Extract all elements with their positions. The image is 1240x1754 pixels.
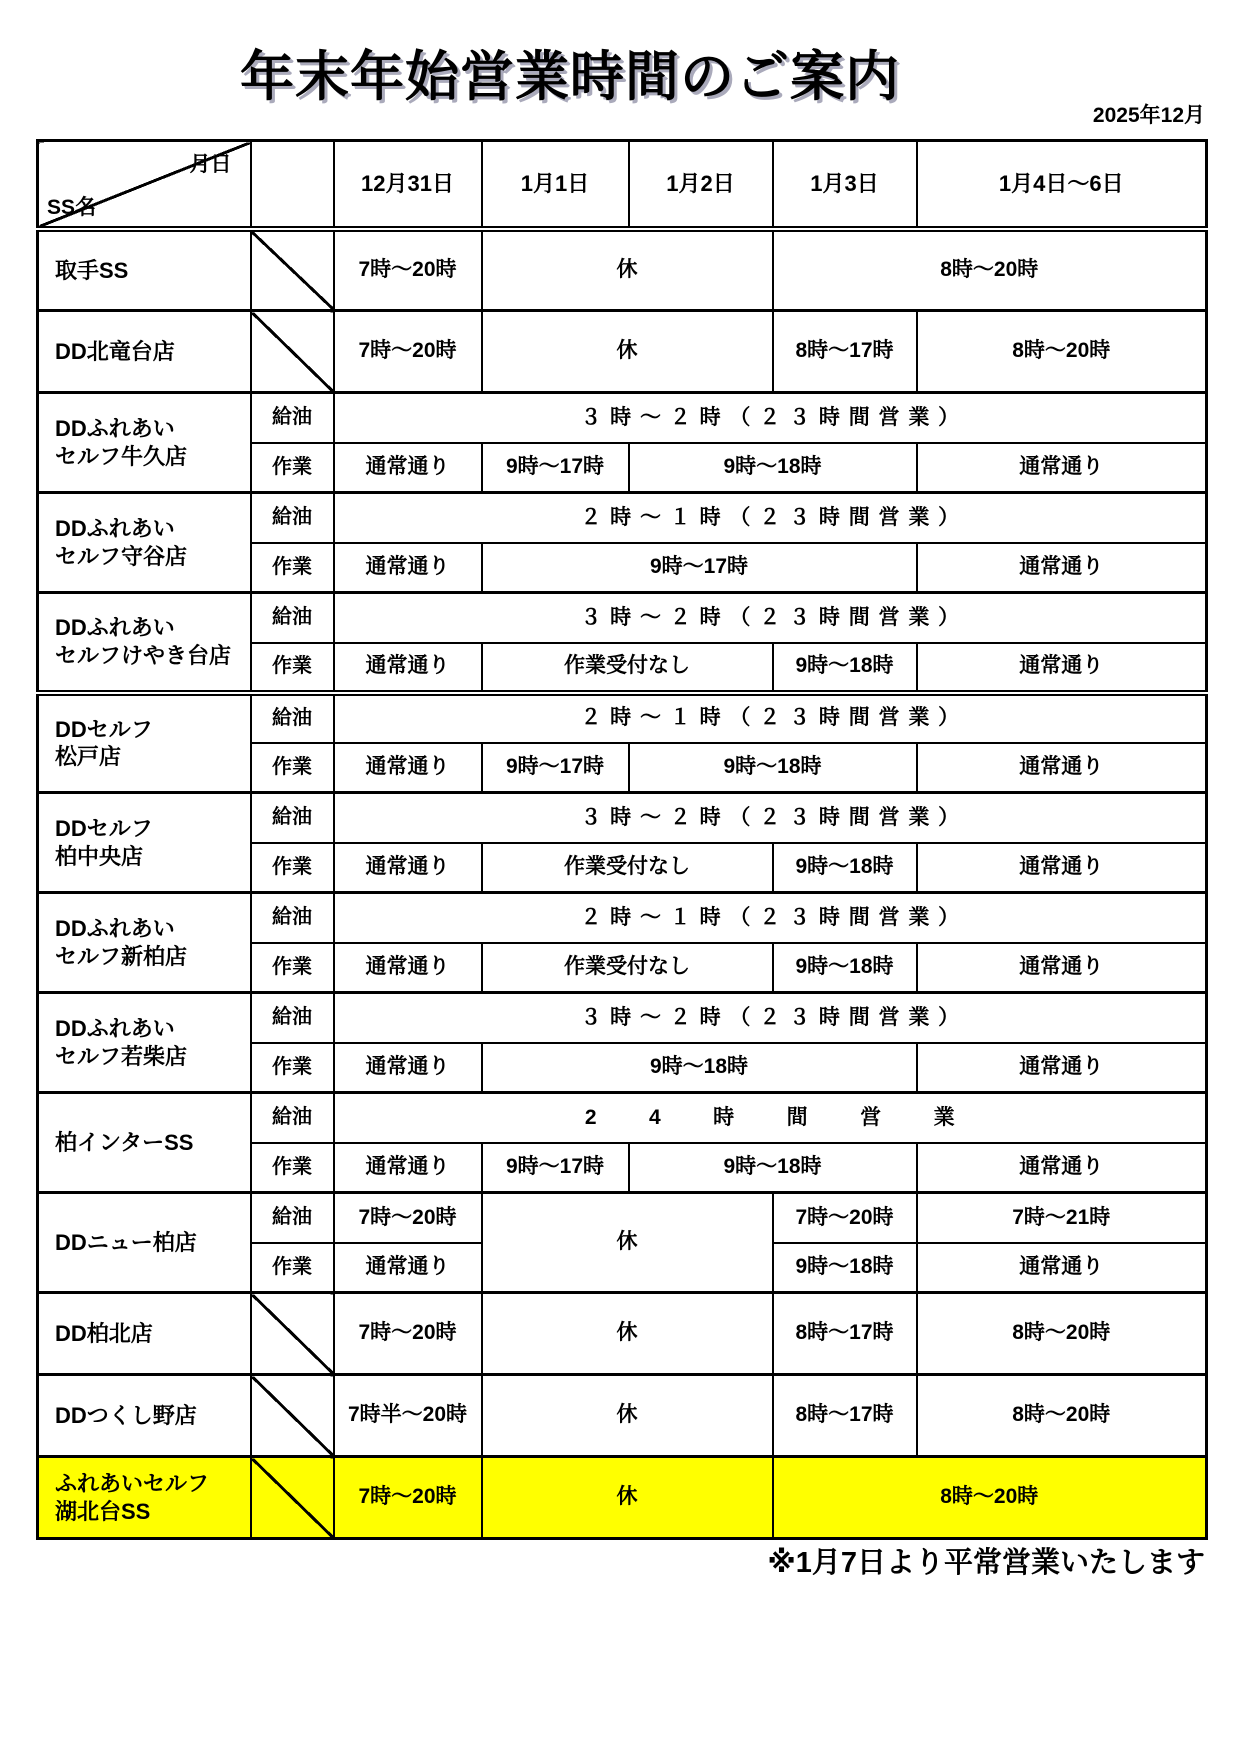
- station-name: DDセルフ 松戸店: [38, 693, 251, 793]
- schedule-cell: 通常通り: [334, 443, 482, 493]
- schedule-cell: 8時～17時: [773, 1293, 917, 1375]
- schedule-cell: 8時～20時: [917, 1375, 1207, 1457]
- schedule-cell: 7時～20時: [334, 1193, 482, 1243]
- schedule-cell: 7時半～20時: [334, 1375, 482, 1457]
- diagonal-cell: [251, 1293, 334, 1375]
- station-name: DDふれあい セルフ新柏店: [38, 893, 251, 993]
- schedule-cell: 7時～20時: [334, 311, 482, 393]
- schedule-cell: 通常通り: [334, 843, 482, 893]
- schedule-cell: 通常通り: [334, 1143, 482, 1193]
- schedule-cell: 休: [482, 1193, 773, 1293]
- schedule-cell: 24時間営業: [334, 1093, 1207, 1143]
- schedule-cell: 通常通り: [334, 543, 482, 593]
- corner-label-date: 月日: [189, 153, 232, 176]
- schedule-cell: 7時～20時: [334, 1293, 482, 1375]
- schedule-cell: 休: [482, 229, 773, 311]
- schedule-cell: 作業受付なし: [482, 843, 773, 893]
- schedule-cell: 通常通り: [917, 443, 1207, 493]
- row-type-label: 作業: [251, 743, 334, 793]
- row-type-label: 作業: [251, 943, 334, 993]
- diagonal-cell: [251, 1375, 334, 1457]
- schedule-cell: 休: [482, 311, 773, 393]
- schedule-cell: ２時～１時（２３時間営業）: [334, 693, 1207, 743]
- date-header: 1月3日: [773, 141, 917, 229]
- diagonal-cell: [251, 311, 334, 393]
- schedule-cell: 9時～18時: [482, 1043, 917, 1093]
- schedule-cell: 8時～20時: [773, 1457, 1207, 1539]
- header-empty-cell: [251, 141, 334, 229]
- business-hours-table: [36, 139, 1208, 1540]
- schedule-cell: 通常通り: [917, 1143, 1207, 1193]
- schedule-table-body: [38, 141, 1207, 1539]
- schedule-cell: ３時～２時（２３時間営業）: [334, 993, 1207, 1043]
- schedule-cell: 通常通り: [334, 943, 482, 993]
- schedule-cell: 通常通り: [917, 843, 1207, 893]
- row-type-label: 作業: [251, 443, 334, 493]
- corner-label-station: SS名: [47, 196, 97, 220]
- row-type-label: 給油: [251, 793, 334, 843]
- row-type-label: 作業: [251, 1243, 334, 1293]
- schedule-cell: 8時～20時: [917, 311, 1207, 393]
- schedule-cell: 作業受付なし: [482, 643, 773, 693]
- station-name: DDふれあい セルフ牛久店: [38, 393, 251, 493]
- diagonal-cell: [251, 229, 334, 311]
- date-header: 12月31日: [334, 141, 482, 229]
- row-type-label: 給油: [251, 493, 334, 543]
- schedule-cell: ３時～２時（２３時間営業）: [334, 393, 1207, 443]
- schedule-cell: 9時～18時: [629, 1143, 917, 1193]
- schedule-cell: 通常通り: [334, 1043, 482, 1093]
- schedule-cell: 9時～18時: [629, 443, 917, 493]
- schedule-cell: 休: [482, 1293, 773, 1375]
- row-type-label: 作業: [251, 1043, 334, 1093]
- station-name: DD柏北店: [38, 1293, 251, 1375]
- footer-note: ※1月7日より平常営業いたします: [767, 1547, 1205, 1579]
- row-type-label: 給油: [251, 393, 334, 443]
- schedule-cell: 9時～17時: [482, 1143, 629, 1193]
- schedule-cell: ３時～２時（２３時間営業）: [334, 793, 1207, 843]
- schedule-cell: 通常通り: [917, 643, 1207, 693]
- schedule-cell: 9時～18時: [773, 643, 917, 693]
- date-header: 1月2日: [629, 141, 773, 229]
- station-name: 柏インターSS: [38, 1093, 251, 1193]
- schedule-cell: 通常通り: [334, 1243, 482, 1293]
- station-name: DDふれあい セルフ守谷店: [38, 493, 251, 593]
- schedule-cell: 7時～20時: [773, 1193, 917, 1243]
- station-name: 取手SS: [38, 229, 251, 311]
- schedule-cell: 7時～20時: [334, 229, 482, 311]
- schedule-cell: 通常通り: [917, 543, 1207, 593]
- schedule-cell: 通常通り: [334, 743, 482, 793]
- schedule-cell: 9時～17時: [482, 443, 629, 493]
- schedule-cell: 8時～20時: [773, 229, 1207, 311]
- schedule-cell: 9時～18時: [773, 1243, 917, 1293]
- schedule-cell: 8時～17時: [773, 1375, 917, 1457]
- schedule-cell: 通常通り: [917, 943, 1207, 993]
- row-type-label: 作業: [251, 543, 334, 593]
- row-type-label: 給油: [251, 593, 334, 643]
- schedule-cell: 通常通り: [917, 743, 1207, 793]
- schedule-cell: 9時～18時: [629, 743, 917, 793]
- schedule-cell: 休: [482, 1457, 773, 1539]
- schedule-cell: 9時～17時: [482, 543, 917, 593]
- schedule-cell: ２時～１時（２３時間営業）: [334, 893, 1207, 943]
- station-name: DDふれあい セルフけやき台店: [38, 593, 251, 693]
- date-header: 1月4日～6日: [917, 141, 1207, 229]
- schedule-cell: ２時～１時（２３時間営業）: [334, 493, 1207, 543]
- station-name: ふれあいセルフ 湖北台SS: [38, 1457, 251, 1539]
- schedule-cell: 9時～18時: [773, 843, 917, 893]
- schedule-cell: 9時～18時: [773, 943, 917, 993]
- station-name: DDつくし野店: [38, 1375, 251, 1457]
- row-type-label: 給油: [251, 1193, 334, 1243]
- schedule-cell: 7時～20時: [334, 1457, 482, 1539]
- date-header: 1月1日: [482, 141, 629, 229]
- schedule-cell: 8時～17時: [773, 311, 917, 393]
- diagonal-cell: [251, 1457, 334, 1539]
- schedule-cell: 休: [482, 1375, 773, 1457]
- schedule-cell: 通常通り: [334, 643, 482, 693]
- schedule-cell: 作業受付なし: [482, 943, 773, 993]
- schedule-cell: 7時～21時: [917, 1193, 1207, 1243]
- station-name: DDセルフ 柏中央店: [38, 793, 251, 893]
- page-title: 年末年始営業時間のご案内: [240, 47, 900, 107]
- table-corner-cell: [38, 141, 251, 229]
- schedule-cell: ３時～２時（２３時間営業）: [334, 593, 1207, 643]
- row-type-label: 作業: [251, 643, 334, 693]
- station-name: DDふれあい セルフ若柴店: [38, 993, 251, 1093]
- issue-date: 2025年12月: [1092, 104, 1205, 127]
- row-type-label: 作業: [251, 843, 334, 893]
- schedule-cell: 8時～20時: [917, 1293, 1207, 1375]
- row-type-label: 給油: [251, 693, 334, 743]
- schedule-cell: 9時～17時: [482, 743, 629, 793]
- row-type-label: 給油: [251, 993, 334, 1043]
- schedule-cell: 通常通り: [917, 1043, 1207, 1093]
- row-type-label: 作業: [251, 1143, 334, 1193]
- row-type-label: 給油: [251, 1093, 334, 1143]
- station-name: DDニュー柏店: [38, 1193, 251, 1293]
- row-type-label: 給油: [251, 893, 334, 943]
- schedule-cell: 通常通り: [917, 1243, 1207, 1293]
- station-name: DD北竜台店: [38, 311, 251, 393]
